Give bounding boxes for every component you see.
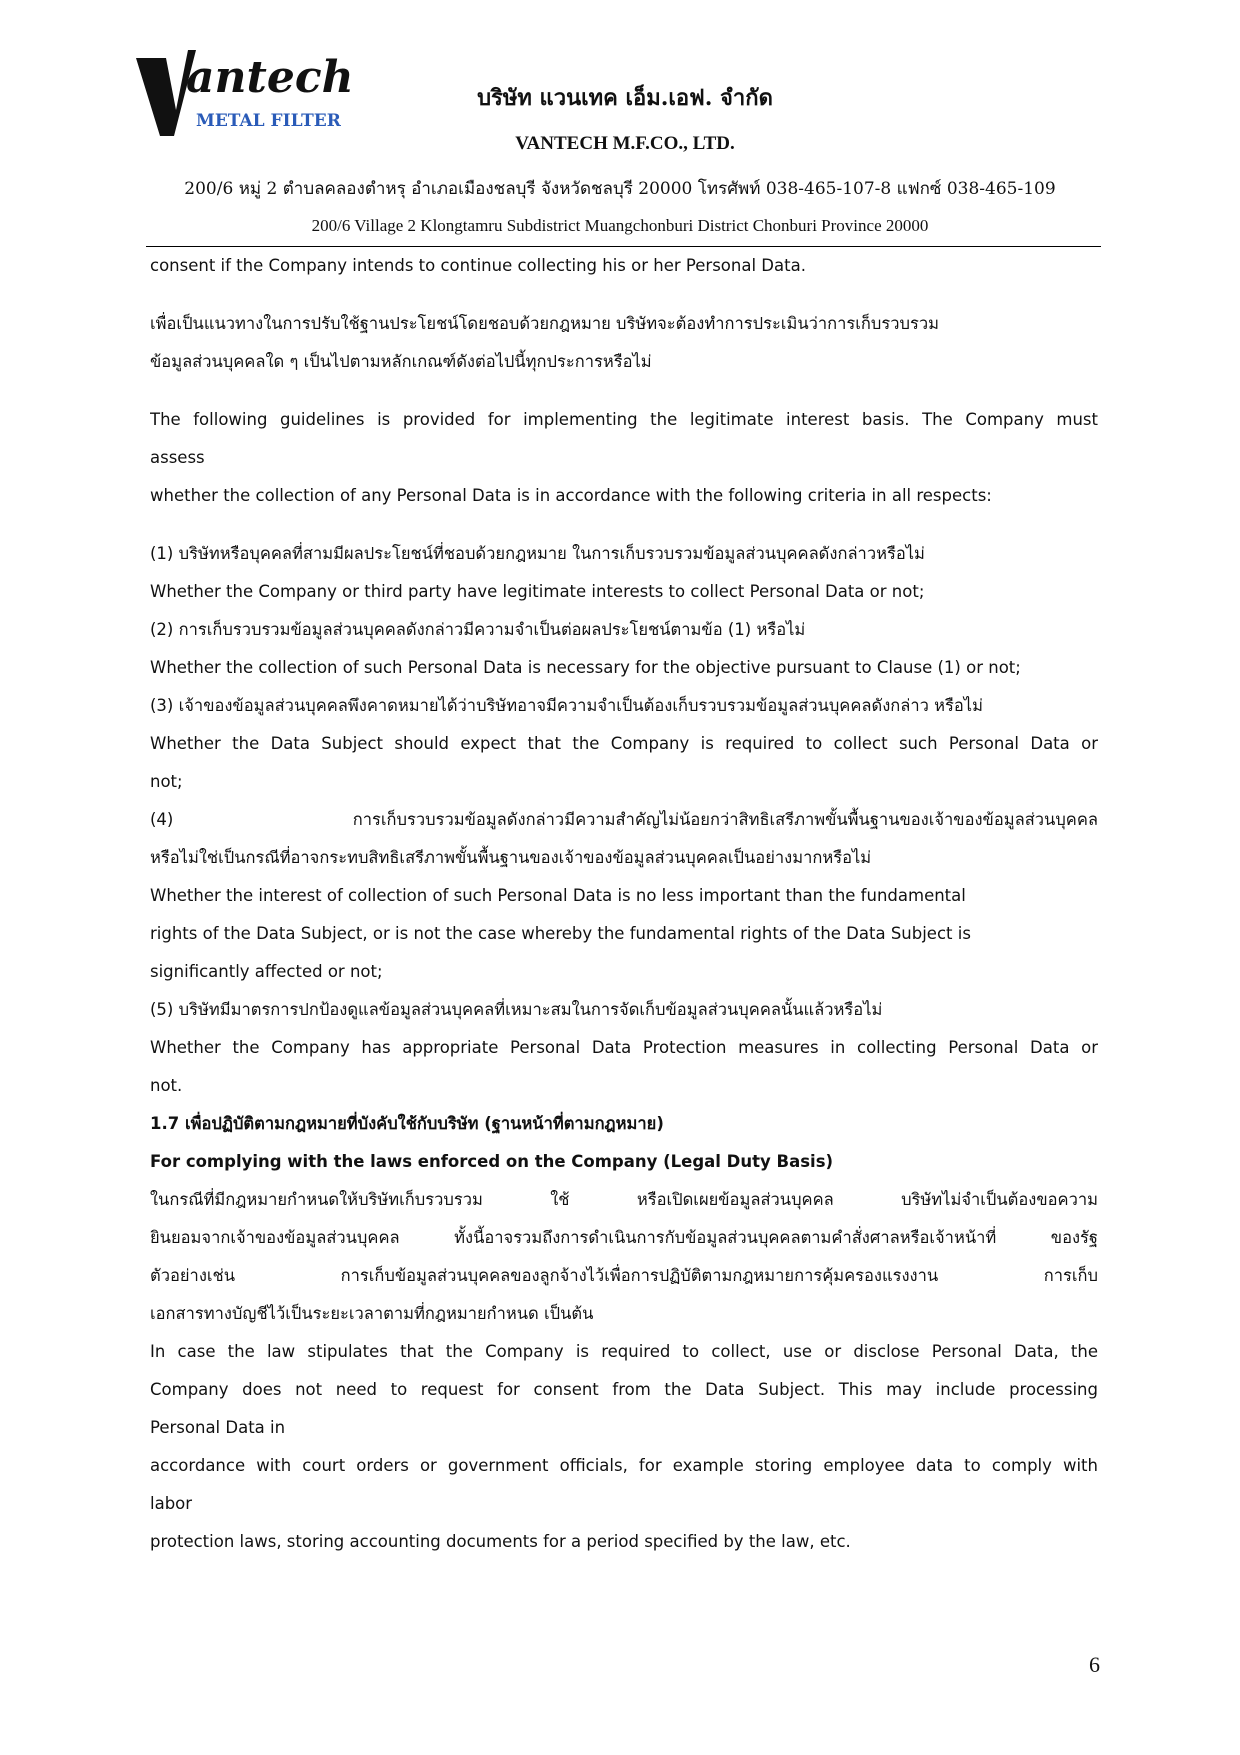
criteria-item: Whether the collection of such Personal Data is necessary for the objective pursuant to Clause (1) or not; (150, 658, 1021, 677)
paragraph-line: ในกรณีที่มีกฎหมายกำหนดให้บริษัทเก็บรวบรวม ใช้ หรือเปิดเผยข้อมูลส่วนบุคคล บริษัทไม่จำเป็นต้องขอความ (150, 1190, 1098, 1209)
paragraph-line: consent if the Company intends to continue collecting his or her Personal Data. (150, 256, 806, 275)
logo-wordmark: antech (186, 52, 354, 103)
criteria-item: significantly affected or not; (150, 962, 383, 981)
criteria-item: (5) บริษัทมีมาตรการปกป้องดูแลข้อมูลส่วนบุคคลที่เหมาะสมในการจัดเก็บข้อมูลส่วนบุคคลนั้นแล้วหรือไม่ (150, 1000, 883, 1019)
address-english: 200/6 Village 2 Klongtamru Subdistrict Muangchonburi District Chonburi Province 20000 (311, 216, 929, 235)
paragraph-line: protection laws, storing accounting documents for a period specified by the law, etc. (150, 1532, 851, 1551)
document-body (150, 247, 1098, 1561)
logo-graphic (136, 50, 386, 140)
criteria-item: not; (150, 772, 183, 791)
company-name-english: VANTECH M.F.CO., LTD. (515, 133, 735, 154)
logo-subtitle: METAL FILTER (196, 111, 341, 131)
section-heading-english: For complying with the laws enforced on the Company (Legal Duty Basis) (150, 1152, 834, 1171)
criteria-item: (1) บริษัทหรือบุคคลที่สามมีผลประโยชน์ที่ชอบด้วยกฎหมาย ในการเก็บรวบรวมข้อมูลส่วนบุคคลดังกล่าวหรือไม่ (150, 544, 925, 563)
paragraph-line: ยินยอมจากเจ้าของข้อมูลส่วนบุคคล ทั้งนี้อาจรวมถึงการดำเนินการกับข้อมูลส่วนบุคคลตามคำสั่งศาลหรือเจ้าหน้าที่ ของรัฐ (150, 1228, 1098, 1247)
criteria-item: (2) การเก็บรวบรวมข้อมูลส่วนบุคคลดังกล่าวมีความจำเป็นต่อผลประโยชน์ตามข้อ (1) หรือไม่ (150, 620, 806, 639)
criteria-item: (3) เจ้าของข้อมูลส่วนบุคคลพึงคาดหมายได้ว่าบริษัทอาจมีความจำเป็นต้องเก็บรวบรวมข้อมูลส่วนบุคคลดังกล่าว หรือไม่ (150, 696, 983, 715)
paragraph-line: whether the collection of any Personal Data is in accordance with the following criteria in all respects: (150, 486, 992, 505)
section-heading-thai: 1.7 เพื่อปฏิบัติตามกฎหมายที่บังคับใช้กับบริษัท (ฐานหน้าที่ตามกฎหมาย) (150, 1114, 664, 1133)
criteria-item: Whether the Data Subject should expect that the Company is required to collect such Personal Data or (150, 734, 1098, 753)
paragraph-line: labor (150, 1494, 193, 1513)
address-thai: 200/6 หมู่ 2 ตำบลคลองตำหรุ อำเภอเมืองชลบุรี จังหวัดชลบุรี 20000 โทรศัพท์ 038-465-107-8 แฟกซ์ 038-465-109 (184, 179, 1056, 199)
paragraph-line: Personal Data in (150, 1418, 286, 1437)
paragraph-line: In case the law stipulates that the Company is required to collect, use or disclose Personal Data, the (150, 1342, 1098, 1361)
paragraph-line: ข้อมูลส่วนบุคคลใด ๆ เป็นไปตามหลักเกณฑ์ดังต่อไปนี้ทุกประการหรือไม่ (150, 352, 652, 371)
paragraph-line: ตัวอย่างเช่น การเก็บข้อมูลส่วนบุคคลของลูกจ้างไว้เพื่อการปฏิบัติตามกฎหมายการคุ้มครองแรงงาน การเก็บ (150, 1266, 1098, 1285)
paragraph-line: accordance with court orders or government officials, for example storing employee data to comply with (150, 1456, 1098, 1475)
criteria-item: not. (150, 1076, 183, 1095)
criteria-item: (4) การเก็บรวบรวมข้อมูลดังกล่าวมีความสำคัญไม่น้อยกว่าสิทธิเสรีภาพขั้นพื้นฐานของเจ้าของข้อมูลส่วนบุคคล (150, 810, 1098, 829)
criteria-item: Whether the Company or third party have legitimate interests to collect Personal Data or not; (150, 582, 925, 601)
paragraph-line: เพื่อเป็นแนวทางในการปรับใช้ฐานประโยชน์โดยชอบด้วยกฎหมาย บริษัทจะต้องทำการประเมินว่าการเก็บรวบรวม (150, 314, 939, 333)
criteria-item: rights of the Data Subject, or is not the case whereby the fundamental rights of the Data Subject is (150, 924, 971, 943)
criteria-item: Whether the interest of collection of such Personal Data is no less important than the fundamental (150, 886, 966, 905)
criteria-item: Whether the Company has appropriate Personal Data Protection measures in collecting Personal Data or (150, 1038, 1098, 1057)
company-logo (136, 50, 386, 140)
page-number: 6 (1089, 1652, 1100, 1677)
criteria-item: หรือไม่ใช่เป็นกรณีที่อาจกระทบสิทธิเสรีภาพขั้นพื้นฐานของเจ้าของข้อมูลส่วนบุคคลเป็นอย่างมากหรือไม่ (150, 848, 872, 867)
paragraph-line: Company does not need to request for consent from the Data Subject. This may include processing (150, 1380, 1098, 1399)
company-name-thai: บริษัท แวนเทค เอ็ม.เอฟ. จำกัด (477, 85, 773, 111)
paragraph-line: The following guidelines is provided for implementing the legitimate interest basis. The Company must (150, 410, 1098, 429)
paragraph-line: assess (150, 448, 205, 467)
paragraph-line: เอกสารทางบัญชีไว้เป็นระยะเวลาตามที่กฎหมายกำหนด เป็นต้น (150, 1304, 594, 1323)
